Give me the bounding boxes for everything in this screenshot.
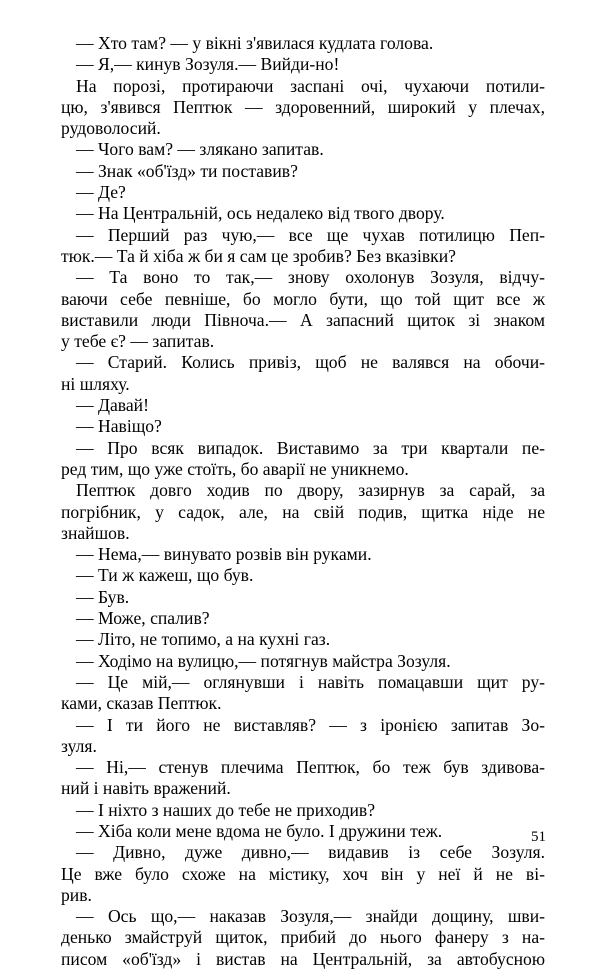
text-line: — Чого вам? — злякано запитав. — [76, 139, 324, 160]
text-line: у тебе є? — запитав. — [61, 331, 215, 352]
text-line: — І ніхто з наших до тебе не приходив? — [76, 799, 376, 820]
text-line: ками, сказав Пептюк. — [61, 693, 222, 714]
text-line: ний і навіть вражений. — [61, 778, 231, 799]
text-line: — Може, спалив? — [76, 608, 210, 629]
text-line: тюк.— Та й хіба ж би я сам це зробив? Без вказівки? — [61, 245, 456, 266]
text-line: ред тим, що уже стоїть, бо аварії не уникнемо. — [61, 458, 409, 479]
text-line: — Ні,— стенув плечима Пептюк, бо теж був здивова- — [76, 757, 545, 778]
page-number: 51 — [531, 829, 546, 845]
text-line: Пептюк довго ходив по двору, зазирнув за сарай, за — [76, 480, 545, 501]
text-line: — Був. — [76, 586, 130, 607]
text-line: Це вже було схоже на містику, хоч він у неї й не ві- — [61, 863, 545, 884]
text-column — [61, 33, 545, 970]
text-line: — Я,— кинув Зозуля.— Вийди-но! — [76, 54, 340, 75]
text-line: — Про всяк випадок. Виставимо за три квартали пе- — [76, 437, 545, 458]
text-line: — Ходімо на вулицю,— потягнув майстра Зозуля. — [76, 650, 451, 671]
text-line: знайшов. — [61, 522, 130, 543]
text-line: денько змайструй щиток, прибий до нього фанеру з на- — [61, 927, 545, 948]
text-line: — Ось що,— наказав Зозуля,— знайди дощину, шви- — [76, 906, 545, 927]
text-line: — Навіщо? — [76, 416, 162, 437]
text-line: — Давай! — [76, 395, 149, 416]
text-line: — Дивно, дуже дивно,— видавив із себе Зозуля. — [76, 842, 545, 863]
text-line: — Знак «об'їзд» ти поставив? — [76, 160, 298, 181]
text-line: погрібник, у садок, але, на свій подив, щитка ніде не — [61, 501, 545, 522]
text-line: — Нема,— винувато розвів він руками. — [76, 544, 372, 565]
text-line: ні шляху. — [61, 373, 130, 394]
text-line: — Літо, не топимо, а на кухні газ. — [76, 629, 331, 650]
text-line: — Та воно то так,— знову охолонув Зозуля, відчу- — [76, 267, 545, 288]
text-line: писом «об'їзд» і вистав на Центральній, за автобусною — [61, 948, 545, 969]
text-line: — Ти ж кажеш, що був. — [76, 565, 254, 586]
text-line: — На Центральній, ось недалеко від твого двору. — [76, 203, 445, 224]
text-line: ваючи себе певніше, бо могло бути, що той щит все ж — [61, 288, 545, 309]
text-line: зуля. — [61, 735, 97, 756]
text-line: — І ти його не виставляв? — з іронією запитав Зо- — [76, 714, 545, 735]
text-line: — Хіба коли мене вдома не було. І дружини теж. — [76, 820, 443, 841]
text-line: — Перший раз чую,— все ще чухав потилицю Пеп- — [76, 224, 545, 245]
text-line: — Це мій,— оглянувши і навіть помацавши щит ру- — [76, 671, 545, 692]
text-line: рудоволосий. — [61, 118, 161, 139]
text-line: — Де? — [76, 182, 126, 203]
text-line: цю, з'явився Пептюк — здоровенний, широкий у плечах, — [61, 96, 545, 117]
text-line: виставили люди Півноча.— А запасний щиток зі знаком — [61, 309, 545, 330]
text-line: — Хто там? — у вікні з'явилася кудлата голова. — [76, 33, 434, 53]
text-line: — Старий. Колись привіз, щоб не валявся на обочи- — [76, 352, 545, 373]
text-line: На порозі, протираючи заспані очі, чухаючи потили- — [76, 75, 545, 96]
text-line: рив. — [61, 884, 92, 905]
